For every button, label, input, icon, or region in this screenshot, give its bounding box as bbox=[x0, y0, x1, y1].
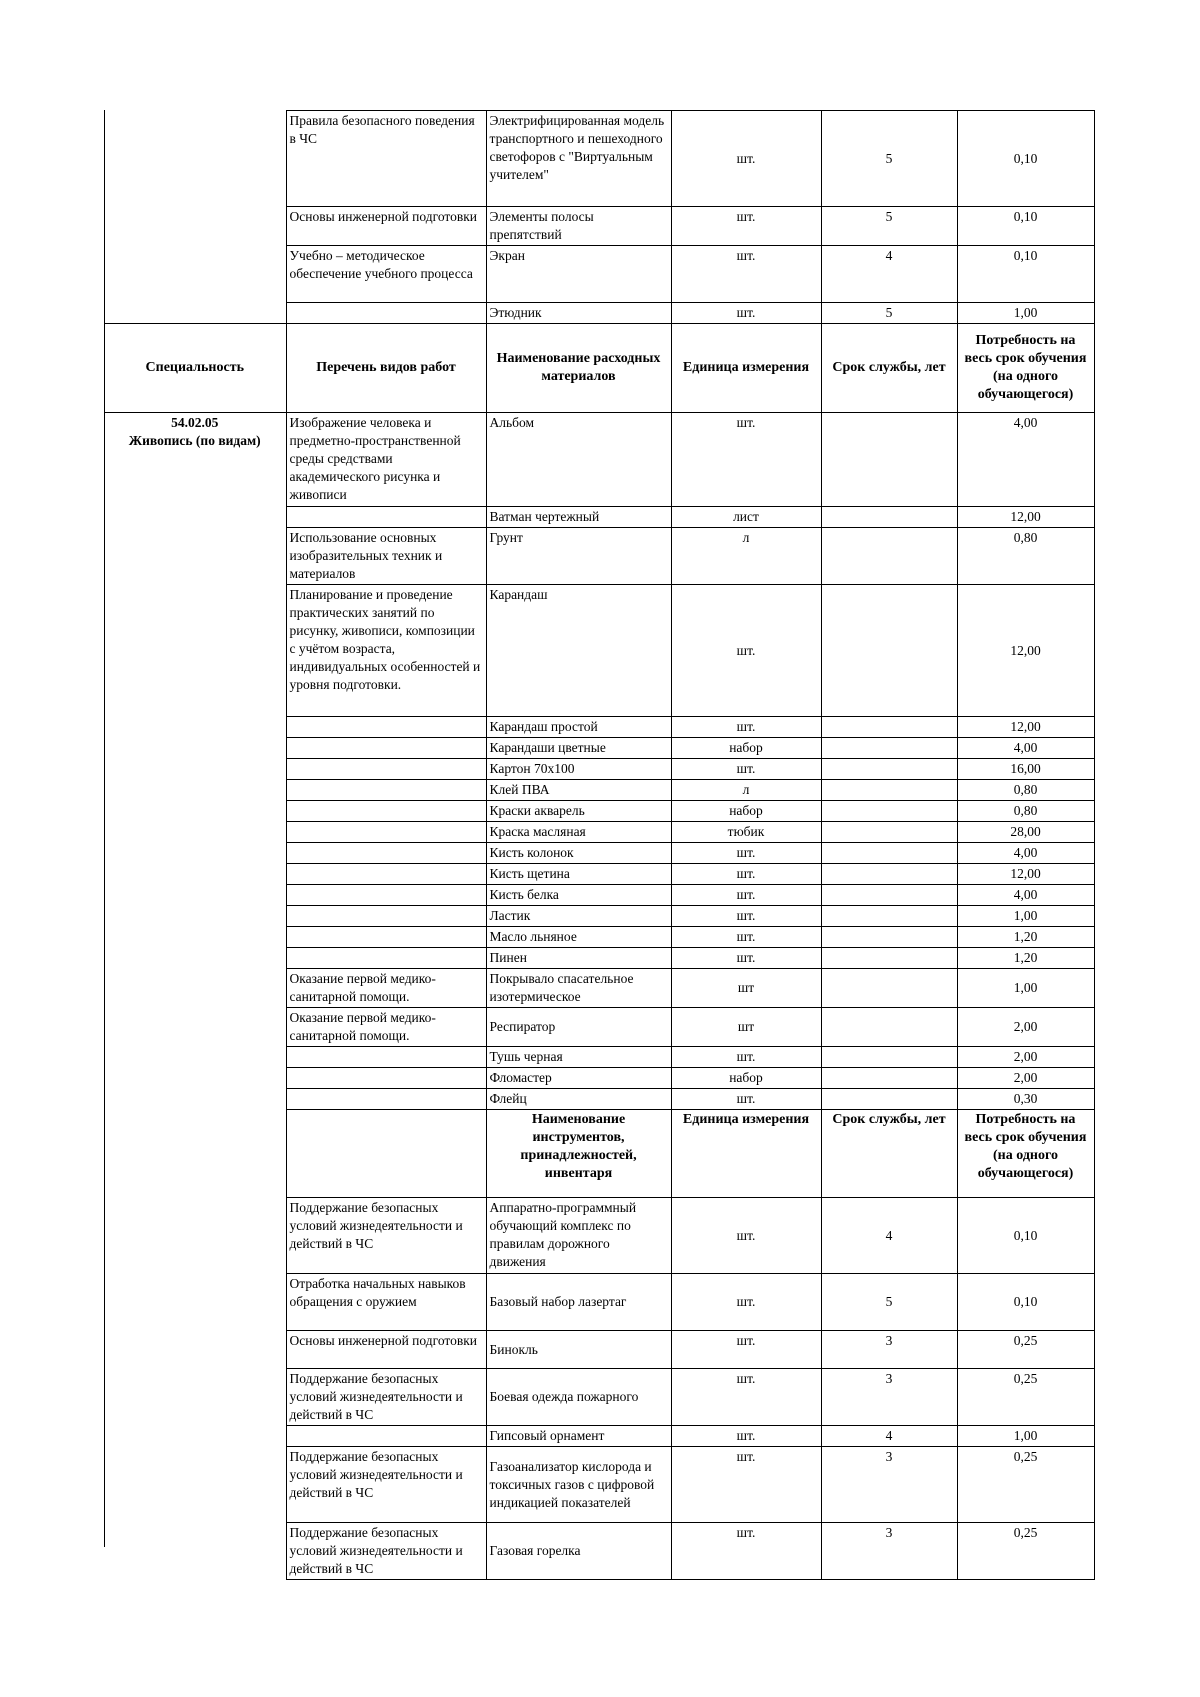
unit-cell: шт. bbox=[671, 1426, 821, 1447]
work-cell: Отработка начальных навыков обращения с оружием bbox=[286, 1274, 486, 1331]
need-cell: 12,00 bbox=[957, 507, 1094, 528]
work-cell bbox=[286, 717, 486, 738]
item-cell: Краска масляная bbox=[486, 822, 671, 843]
header2-instruments: Наименование инструментов, принадлежностей, инвентаря bbox=[486, 1110, 671, 1198]
need-cell: 1,00 bbox=[957, 906, 1094, 927]
work-cell bbox=[286, 1068, 486, 1089]
unit-cell: набор bbox=[671, 1068, 821, 1089]
item-cell: Пинен bbox=[486, 948, 671, 969]
item-cell: Фломастер bbox=[486, 1068, 671, 1089]
unit-cell: шт. bbox=[671, 1331, 821, 1369]
unit-cell: шт. bbox=[671, 906, 821, 927]
work-cell: Основы инженерной подготовки bbox=[286, 207, 486, 246]
item-cell: Карандаш bbox=[486, 585, 671, 717]
life-cell bbox=[821, 843, 957, 864]
item-cell: Газоанализатор кислорода и токсичных газов с цифровой индикацией показателей bbox=[486, 1447, 671, 1523]
life-cell: 4 bbox=[821, 246, 957, 303]
life-cell bbox=[821, 507, 957, 528]
work-cell: Поддержание безопасных условий жизнедеятельности и действий в ЧС bbox=[286, 1523, 486, 1580]
item-cell: Краски акварель bbox=[486, 801, 671, 822]
need-cell: 0,80 bbox=[957, 780, 1094, 801]
need-cell: 0,10 bbox=[957, 1274, 1094, 1331]
work-cell: Использование основных изобразительных техник и материалов bbox=[286, 528, 486, 585]
need-cell: 0,10 bbox=[957, 246, 1094, 303]
table-row bbox=[104, 413, 1094, 507]
need-cell: 0,80 bbox=[957, 801, 1094, 822]
work-cell: Оказание первой медико-санитарной помощи. bbox=[286, 1008, 486, 1047]
unit-cell: шт bbox=[671, 1008, 821, 1047]
header2-unit: Единица измерения bbox=[671, 1110, 821, 1198]
specialty-code: 54.02.05 bbox=[171, 415, 219, 430]
item-cell: Респиратор bbox=[486, 1008, 671, 1047]
need-cell: 0,10 bbox=[957, 1198, 1094, 1274]
item-cell: Этюдник bbox=[486, 303, 671, 324]
item-cell: Покрывало спасательное изотермическое bbox=[486, 969, 671, 1008]
unit-cell: шт. bbox=[671, 843, 821, 864]
item-cell: Масло льняное bbox=[486, 927, 671, 948]
table-header-row bbox=[104, 324, 1094, 413]
work-cell: Изображение человека и предметно-пространственной среды средствами академического рисунка и живописи bbox=[286, 413, 486, 507]
work-cell bbox=[286, 507, 486, 528]
unit-cell: шт. bbox=[671, 1447, 821, 1523]
life-cell bbox=[821, 585, 957, 717]
unit-cell: шт. bbox=[671, 864, 821, 885]
work-cell bbox=[286, 822, 486, 843]
need-cell: 0,30 bbox=[957, 1089, 1094, 1110]
header-life: Срок службы, лет bbox=[821, 324, 957, 413]
life-cell: 4 bbox=[821, 1198, 957, 1274]
work-cell: Планирование и проведение практических занятий по рисунку, живописи, композиции с учётом возраста, индивидуальных особенностей и уровня подготовки. bbox=[286, 585, 486, 717]
item-cell: Карандаши цветные bbox=[486, 738, 671, 759]
life-cell: 5 bbox=[821, 111, 957, 207]
header-specialty: Специальность bbox=[104, 324, 286, 413]
unit-cell: шт. bbox=[671, 885, 821, 906]
specialty-cell bbox=[104, 413, 286, 1580]
life-cell bbox=[821, 738, 957, 759]
unit-cell: шт. bbox=[671, 1047, 821, 1068]
header2-works-empty bbox=[286, 1110, 486, 1198]
unit-cell: шт. bbox=[671, 1369, 821, 1426]
item-cell: Тушь черная bbox=[486, 1047, 671, 1068]
item-cell: Бинокль bbox=[486, 1331, 671, 1369]
item-cell: Карандаш простой bbox=[486, 717, 671, 738]
need-cell: 1,00 bbox=[957, 969, 1094, 1008]
need-cell: 0,25 bbox=[957, 1369, 1094, 1426]
unit-cell: шт. bbox=[671, 246, 821, 303]
need-cell: 0,25 bbox=[957, 1331, 1094, 1369]
work-cell bbox=[286, 1426, 486, 1447]
work-cell: Оказание первой медико-санитарной помощи. bbox=[286, 969, 486, 1008]
need-cell: 1,00 bbox=[957, 1426, 1094, 1447]
life-cell: 5 bbox=[821, 1274, 957, 1331]
unit-cell: шт. bbox=[671, 759, 821, 780]
item-cell: Кисть щетина bbox=[486, 864, 671, 885]
life-cell bbox=[821, 1008, 957, 1047]
unit-cell: л bbox=[671, 780, 821, 801]
life-cell: 3 bbox=[821, 1447, 957, 1523]
header2-life: Срок службы, лет bbox=[821, 1110, 957, 1198]
item-cell: Боевая одежда пожарного bbox=[486, 1369, 671, 1426]
need-cell: 0,80 bbox=[957, 528, 1094, 585]
header-unit: Единица измерения bbox=[671, 324, 821, 413]
item-cell: Ластик bbox=[486, 906, 671, 927]
work-cell bbox=[286, 303, 486, 324]
need-cell: 4,00 bbox=[957, 738, 1094, 759]
need-cell: 2,00 bbox=[957, 1047, 1094, 1068]
work-cell bbox=[286, 885, 486, 906]
unit-cell: шт. bbox=[671, 1198, 821, 1274]
life-cell bbox=[821, 717, 957, 738]
unit-cell: лист bbox=[671, 507, 821, 528]
life-cell bbox=[821, 1089, 957, 1110]
need-cell: 1,20 bbox=[957, 927, 1094, 948]
item-cell: Гипсовый орнамент bbox=[486, 1426, 671, 1447]
work-cell: Поддержание безопасных условий жизнедеятельности и действий в ЧС bbox=[286, 1369, 486, 1426]
need-cell: 2,00 bbox=[957, 1068, 1094, 1089]
life-cell: 5 bbox=[821, 303, 957, 324]
work-cell bbox=[286, 843, 486, 864]
life-cell bbox=[821, 780, 957, 801]
need-cell: 12,00 bbox=[957, 717, 1094, 738]
unit-cell: набор bbox=[671, 801, 821, 822]
work-cell bbox=[286, 864, 486, 885]
specialty-cell-empty bbox=[104, 111, 286, 324]
need-cell: 0,10 bbox=[957, 207, 1094, 246]
unit-cell: л bbox=[671, 528, 821, 585]
need-cell: 1,00 bbox=[957, 303, 1094, 324]
need-cell: 0,10 bbox=[957, 111, 1094, 207]
header-works: Перечень видов работ bbox=[286, 324, 486, 413]
unit-cell: шт. bbox=[671, 717, 821, 738]
work-cell bbox=[286, 801, 486, 822]
life-cell bbox=[821, 1047, 957, 1068]
life-cell bbox=[821, 906, 957, 927]
life-cell bbox=[821, 1068, 957, 1089]
header2-need: Потребность на весь срок обучения (на одного обучающегося) bbox=[957, 1110, 1094, 1198]
need-cell: 12,00 bbox=[957, 585, 1094, 717]
unit-cell: шт. bbox=[671, 1523, 821, 1580]
work-cell: Поддержание безопасных условий жизнедеятельности и действий в ЧС bbox=[286, 1198, 486, 1274]
item-cell: Ватман чертежный bbox=[486, 507, 671, 528]
need-cell: 4,00 bbox=[957, 413, 1094, 507]
need-cell: 0,25 bbox=[957, 1523, 1094, 1580]
work-cell bbox=[286, 906, 486, 927]
item-cell: Базовый набор лазертаг bbox=[486, 1274, 671, 1331]
work-cell: Учебно – методическое обеспечение учебного процесса bbox=[286, 246, 486, 303]
unit-cell: шт. bbox=[671, 585, 821, 717]
work-cell bbox=[286, 738, 486, 759]
work-cell: Поддержание безопасных условий жизнедеятельности и действий в ЧС bbox=[286, 1447, 486, 1523]
unit-cell: тюбик bbox=[671, 822, 821, 843]
life-cell bbox=[821, 864, 957, 885]
item-cell: Клей ПВА bbox=[486, 780, 671, 801]
work-cell: Правила безопасного поведения в ЧС bbox=[286, 111, 486, 207]
work-cell bbox=[286, 1089, 486, 1110]
life-cell bbox=[821, 822, 957, 843]
item-cell: Электрифицированная модель транспортного и пешеходного светофоров с "Виртуальным учителем" bbox=[486, 111, 671, 207]
header-need: Потребность на весь срок обучения (на одного обучающегося) bbox=[957, 324, 1094, 413]
unit-cell: шт. bbox=[671, 303, 821, 324]
life-cell bbox=[821, 413, 957, 507]
need-cell: 0,25 bbox=[957, 1447, 1094, 1523]
work-cell bbox=[286, 1047, 486, 1068]
life-cell: 5 bbox=[821, 207, 957, 246]
life-cell: 3 bbox=[821, 1331, 957, 1369]
life-cell bbox=[821, 969, 957, 1008]
need-cell: 2,00 bbox=[957, 1008, 1094, 1047]
need-cell: 12,00 bbox=[957, 864, 1094, 885]
life-cell bbox=[821, 759, 957, 780]
need-cell: 4,00 bbox=[957, 843, 1094, 864]
life-cell bbox=[821, 885, 957, 906]
item-cell: Кисть белка bbox=[486, 885, 671, 906]
need-cell: 4,00 bbox=[957, 885, 1094, 906]
unit-cell: шт. bbox=[671, 207, 821, 246]
life-cell: 3 bbox=[821, 1523, 957, 1580]
life-cell: 4 bbox=[821, 1426, 957, 1447]
life-cell bbox=[821, 927, 957, 948]
equipment-table bbox=[104, 110, 1095, 1580]
life-cell: 3 bbox=[821, 1369, 957, 1426]
item-cell: Картон 70х100 bbox=[486, 759, 671, 780]
work-cell: Основы инженерной подготовки bbox=[286, 1331, 486, 1369]
unit-cell: шт. bbox=[671, 1089, 821, 1110]
item-cell: Экран bbox=[486, 246, 671, 303]
unit-cell: шт. bbox=[671, 1274, 821, 1331]
life-cell bbox=[821, 801, 957, 822]
work-cell bbox=[286, 759, 486, 780]
unit-cell: шт. bbox=[671, 413, 821, 507]
need-cell: 1,20 bbox=[957, 948, 1094, 969]
life-cell bbox=[821, 528, 957, 585]
specialty-name: Живопись (по видам) bbox=[128, 433, 261, 448]
item-cell: Альбом bbox=[486, 413, 671, 507]
item-cell: Аппаратно-программный обучающий комплекс по правилам дорожного движения bbox=[486, 1198, 671, 1274]
item-cell: Флейц bbox=[486, 1089, 671, 1110]
work-cell bbox=[286, 948, 486, 969]
item-cell: Элементы полосы препятствий bbox=[486, 207, 671, 246]
work-cell bbox=[286, 927, 486, 948]
need-cell: 16,00 bbox=[957, 759, 1094, 780]
unit-cell: шт. bbox=[671, 948, 821, 969]
need-cell: 28,00 bbox=[957, 822, 1094, 843]
header-materials: Наименование расходных материалов bbox=[486, 324, 671, 413]
unit-cell: шт. bbox=[671, 927, 821, 948]
item-cell: Газовая горелка bbox=[486, 1523, 671, 1580]
life-cell bbox=[821, 948, 957, 969]
item-cell: Грунт bbox=[486, 528, 671, 585]
item-cell: Кисть колонок bbox=[486, 843, 671, 864]
unit-cell: шт. bbox=[671, 111, 821, 207]
unit-cell: шт bbox=[671, 969, 821, 1008]
unit-cell: набор bbox=[671, 738, 821, 759]
work-cell bbox=[286, 780, 486, 801]
table-row bbox=[104, 111, 1094, 207]
